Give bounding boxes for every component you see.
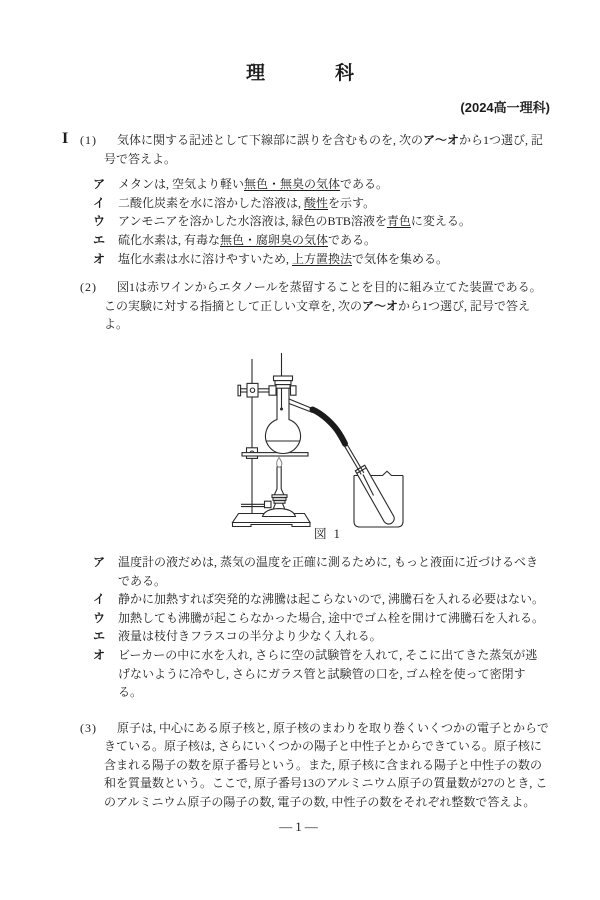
page-title <box>0 63 600 85</box>
text-segment: から1つ選び, 記号で答えよ。 <box>104 133 544 166</box>
text-segment: に変える。 <box>410 214 471 229</box>
answer-option-row <box>93 609 549 628</box>
answer-option-row <box>93 553 549 590</box>
answer-option-row <box>93 231 549 250</box>
text-segment: である。 <box>328 232 377 247</box>
answer-option-row <box>93 627 549 646</box>
text-segment: から1つ選び, 記号で答えよ。 <box>104 298 531 332</box>
thermometer-bulb <box>280 407 283 410</box>
answer-option-text <box>118 231 549 250</box>
text-segment: ビーカーの中に水を入れ, さらに空の試験管を入れて, そこに出てきた蒸気が逃げないように冷やし, さらにガラス管と試験管の口を, ゴム栓を使って密閉する。 <box>118 647 538 700</box>
bold-text: ア～オ <box>362 298 399 313</box>
question-1-stem <box>104 131 549 168</box>
distillation-apparatus-diagram <box>188 349 420 545</box>
answer-option-row <box>93 175 549 194</box>
rubber-tube <box>313 409 346 443</box>
answer-option-label: ア <box>93 554 106 569</box>
text-segment: 静かに加熱すれば突発的な沸騰は起こらないので, 沸騰石を入れる必要はない。 <box>118 592 545 607</box>
answer-option-text <box>118 250 549 269</box>
text-segment: 温度計の液だめは, 蒸気の温度を正確に測るために, もっと液面に近づけるべきである。 <box>118 554 539 588</box>
answer-option-label: ウ <box>93 214 106 229</box>
text-segment: 硫化水素は, 有毒な <box>118 232 221 247</box>
text-segment: 加熱しても沸騰が起こらなかった場合, 途中でゴム栓を開けて沸騰石を入れる。 <box>118 610 545 625</box>
answer-option-text <box>118 609 549 628</box>
answer-option-label: ア <box>93 177 106 192</box>
title-char-1: 理 <box>245 63 265 84</box>
answer-option-text <box>118 212 549 231</box>
underlined-text: 無色・無臭の気体 <box>244 177 341 192</box>
question-1-number: (1) <box>80 133 97 147</box>
answer-option-label: ウ <box>93 610 106 625</box>
answer-option-row <box>93 212 549 231</box>
answer-option-text <box>118 590 549 609</box>
exam-edition-label: (2024高一理科) <box>460 100 550 115</box>
figure-1 <box>104 334 549 553</box>
question-2-number: (2) <box>80 280 97 295</box>
answer-option-text <box>118 553 549 590</box>
title-char-2: 科 <box>335 63 355 84</box>
underlined-text: 青色 <box>386 214 411 229</box>
answer-option-label: イ <box>93 195 106 210</box>
question-3-stem <box>104 719 549 812</box>
answer-option-label: エ <box>93 629 106 644</box>
burner-base <box>263 509 296 517</box>
question-2-options <box>93 553 549 702</box>
answer-option-text <box>118 646 549 702</box>
text-segment: アンモニアを溶かした水溶液は, 緑色のBTB溶液を <box>118 214 387 229</box>
flame-icon <box>277 457 282 467</box>
text-segment: を示す。 <box>328 195 376 210</box>
section-roman-numeral: I <box>62 130 69 147</box>
answer-option-row <box>93 194 549 213</box>
question-2-stem <box>104 278 549 334</box>
answer-option-row <box>93 590 549 609</box>
answer-option-label: イ <box>93 592 106 607</box>
text-segment: で気体を集める。 <box>352 251 449 266</box>
question-1-options <box>93 175 549 268</box>
bold-text: ア～オ <box>423 133 460 147</box>
text-segment: 二酸化炭素を水に溶かした溶液は, <box>118 195 305 210</box>
text-segment: 塩化水素は水に溶けやすいため, <box>118 251 293 266</box>
gas-valve <box>265 501 272 508</box>
text-segment: である。 <box>340 177 389 192</box>
question-2 <box>80 278 549 702</box>
text-segment: 液量は枝付きフラスコの半分より少なく入れる。 <box>118 629 382 644</box>
answer-option-label: オ <box>93 647 106 662</box>
text-segment: 原子は, 中心にある原子核と, 原子核のまわりを取り巻くいくつかの電子とからできている。原子核は, さらにいくつかの陽子と中性子とからできている。原子核に含まれる陽子の数を原子番号という。また, 原子核に含まれる陽子と中性子の数の和を質量数という。ここで, 原子番号13のアルミニウム原子の質量数が27のとき, このアルミニウム原子の陽子の数, 電子の数, 中性子の数をそれぞれ整数で答えよ。 <box>104 720 549 810</box>
bunsen-burner <box>241 457 296 516</box>
figure-1-caption: 図 1 <box>314 526 342 541</box>
answer-option-text <box>118 627 549 646</box>
answer-option-row <box>93 250 549 269</box>
question-column <box>80 131 549 812</box>
question-3 <box>80 719 549 812</box>
underlined-text: 酸性 <box>304 195 329 210</box>
underlined-text: 上方置換法 <box>292 251 353 266</box>
answer-option-label: エ <box>93 232 106 247</box>
answer-option-label: オ <box>93 251 106 266</box>
text-segment: 図1は赤ワインからエタノールを蒸留することを目的に組み立てた装置である。この実験に対する指摘として正しい文章を, 次の <box>104 280 542 313</box>
branch-flask <box>266 388 301 453</box>
page-number: —1— <box>279 819 321 834</box>
question-3-number: (3) <box>80 720 97 735</box>
underlined-text: 無色・腐卵臭の気体 <box>220 232 329 247</box>
answer-option-text <box>118 175 549 194</box>
text-segment: メタンは, 空気より軽い <box>118 177 245 192</box>
answer-option-row <box>93 646 549 702</box>
question-1 <box>80 131 549 268</box>
answer-option-text <box>118 194 549 213</box>
text-segment: 気体に関する記述として下線部に誤りを含むものを, 次の <box>117 133 424 147</box>
